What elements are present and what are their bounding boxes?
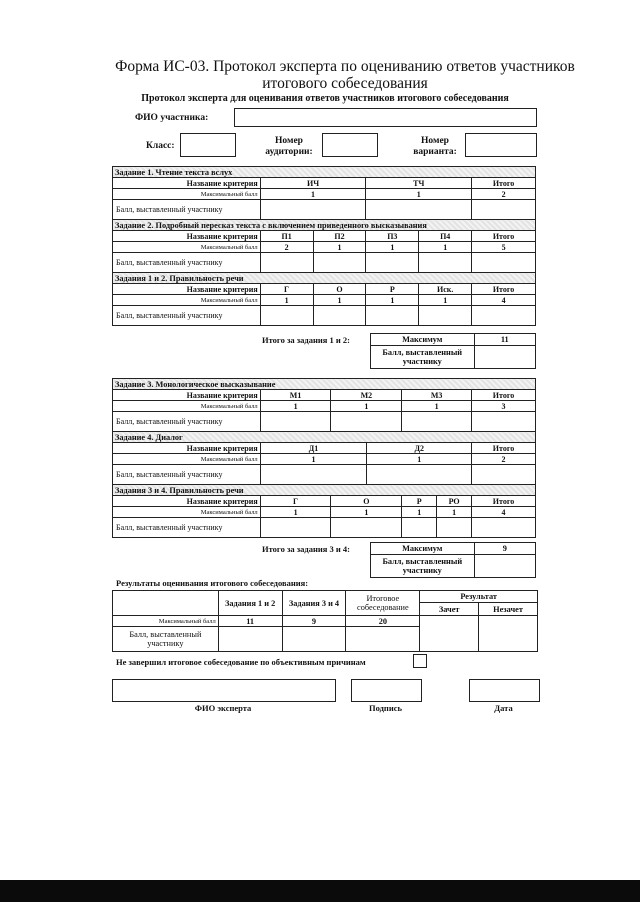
maximum-value: 9 — [474, 543, 535, 555]
ball-label: Балл, выставленный участнику — [113, 465, 261, 485]
score-cell[interactable] — [402, 518, 437, 538]
date-caption: Дата — [494, 703, 513, 713]
variant-input[interactable] — [465, 133, 537, 157]
crit-total: Итого — [472, 443, 536, 454]
score-cell[interactable] — [260, 518, 331, 538]
crit-o: О — [331, 496, 402, 507]
crit-m1: М1 — [260, 390, 331, 401]
crit-total: Итого — [472, 496, 536, 507]
crit-o: О — [313, 284, 366, 295]
incomplete-label: Не завершил итоговое собеседование по объективным причинам — [116, 657, 366, 667]
pass-cell[interactable] — [420, 616, 479, 652]
total-ball-label: Балл, выставленный участнику — [371, 346, 475, 369]
crit-g: Г — [260, 496, 331, 507]
class-label: Класс: — [146, 141, 175, 151]
fio-label: ФИО участника: — [135, 113, 209, 123]
score-cell[interactable] — [472, 465, 536, 485]
max-value: 1 — [437, 507, 472, 518]
crit-total: Итого — [472, 231, 536, 242]
ball-label: Балл, выставленный участнику — [113, 412, 261, 432]
score-t12[interactable] — [218, 627, 282, 652]
total-12-table — [370, 333, 536, 369]
criteria-label: Название критерия — [113, 496, 261, 507]
score-cell[interactable] — [313, 253, 366, 273]
crit-g: Г — [260, 284, 313, 295]
crit-m3: М3 — [402, 390, 472, 401]
crit-r: Р — [366, 284, 419, 295]
fail-cell[interactable] — [479, 616, 538, 652]
max-value: 1 — [331, 401, 402, 412]
task4-header: Задание 4. Диалог — [113, 432, 536, 443]
max-value: 2 — [472, 189, 536, 200]
results-header: Результаты оценивания итогового собеседования: — [116, 578, 309, 588]
score-t34[interactable] — [282, 627, 346, 652]
task3-header: Задание 3. Монологическое высказывание — [113, 379, 536, 390]
crit-p1: П1 — [260, 231, 313, 242]
score-cell[interactable] — [419, 306, 472, 326]
crit-m2: М2 — [331, 390, 402, 401]
results-table — [112, 590, 538, 652]
max-value: 1 — [260, 507, 331, 518]
score-cell[interactable] — [472, 306, 536, 326]
score-cell[interactable] — [437, 518, 472, 538]
max-t12: 11 — [218, 616, 282, 627]
criteria-label: Название критерия — [113, 390, 261, 401]
max-value: 1 — [260, 454, 367, 465]
score-cell[interactable] — [366, 200, 472, 220]
fio-input[interactable] — [234, 108, 537, 127]
col-t34: Задания 3 и 4 — [282, 591, 346, 616]
results-corner — [113, 591, 219, 616]
crit-r: Р — [402, 496, 437, 507]
col-t12: Задания 1 и 2 — [218, 591, 282, 616]
room-input[interactable] — [322, 133, 378, 157]
score-cell[interactable] — [260, 412, 331, 432]
expert-caption: ФИО эксперта — [194, 703, 252, 713]
max-value: 1 — [366, 242, 419, 253]
max-value: 4 — [472, 507, 536, 518]
task12-header: Задания 1 и 2. Правильность речи — [113, 273, 536, 284]
form-title: Форма ИС-03. Протокол эксперта по оцениванию ответов участников итогового собеседования — [115, 58, 575, 92]
crit-tch: ТЧ — [366, 178, 472, 189]
signature-input[interactable] — [351, 679, 422, 702]
score-cell[interactable] — [260, 306, 313, 326]
incomplete-checkbox[interactable] — [413, 654, 427, 668]
crit-p3: П3 — [366, 231, 419, 242]
crit-isk: Иск. — [419, 284, 472, 295]
score-cell[interactable] — [331, 518, 402, 538]
max-value: 4 — [472, 295, 536, 306]
crit-d1: Д1 — [260, 443, 367, 454]
scan-edge-bar — [0, 880, 640, 902]
max-value: 1 — [367, 454, 472, 465]
max-value: 2 — [260, 242, 313, 253]
score-cell[interactable] — [313, 306, 366, 326]
max-value: 1 — [313, 295, 366, 306]
max-value: 1 — [366, 295, 419, 306]
criteria-label: Название критерия — [113, 178, 261, 189]
total-34-table — [370, 542, 536, 578]
score-total[interactable] — [346, 627, 420, 652]
tasks-3-4-table — [112, 378, 536, 538]
task34-header: Задания 3 и 4. Правильность речи — [113, 485, 536, 496]
max-value: 1 — [260, 189, 366, 200]
variant-label: Номер варианта: — [413, 136, 457, 157]
maximum-label: Максимум — [371, 334, 475, 346]
max-label: Максимальный балл — [113, 189, 261, 200]
col-fail: Незачет — [479, 603, 538, 616]
expert-name-input[interactable] — [112, 679, 336, 702]
criteria-label: Название критерия — [113, 284, 261, 295]
score-cell[interactable] — [366, 306, 419, 326]
max-value: 1 — [402, 401, 472, 412]
score-cell[interactable] — [260, 253, 313, 273]
col-pass: Зачет — [420, 603, 479, 616]
max-value: 5 — [472, 242, 536, 253]
crit-total: Итого — [472, 178, 536, 189]
col-total: Итоговое собеседование — [346, 591, 420, 616]
score-cell[interactable] — [419, 253, 472, 273]
room-label: Номер аудитории: — [265, 136, 313, 157]
max-value: 1 — [260, 295, 313, 306]
total-34-label: Итого за задания 3 и 4: — [262, 544, 350, 554]
total-34-score[interactable] — [474, 555, 535, 578]
total-12-score[interactable] — [474, 346, 535, 369]
maximum-value: 11 — [474, 334, 535, 346]
score-cell[interactable] — [367, 465, 472, 485]
score-cell[interactable] — [402, 412, 472, 432]
score-cell[interactable] — [472, 200, 536, 220]
crit-d2: Д2 — [367, 443, 472, 454]
ball-label: Балл, выставленный участнику — [113, 518, 261, 538]
class-input[interactable] — [180, 133, 236, 157]
date-input[interactable] — [469, 679, 540, 702]
max-label: Максимальный балл — [113, 295, 261, 306]
max-value: 1 — [366, 189, 472, 200]
max-total: 20 — [346, 616, 420, 627]
score-cell[interactable] — [472, 253, 536, 273]
max-label: Максимальный балл — [113, 401, 261, 412]
criteria-label: Название критерия — [113, 443, 261, 454]
max-label: Максимальный балл — [113, 507, 261, 518]
crit-p2: П2 — [313, 231, 366, 242]
max-value: 3 — [472, 401, 536, 412]
total-12-label: Итого за задания 1 и 2: — [262, 335, 350, 345]
row-max-label: Максимальный балл — [113, 616, 219, 627]
max-value: 1 — [419, 242, 472, 253]
score-cell[interactable] — [260, 200, 366, 220]
maximum-label: Максимум — [371, 543, 475, 555]
score-cell[interactable] — [260, 465, 367, 485]
crit-total: Итого — [472, 284, 536, 295]
max-value: 1 — [313, 242, 366, 253]
max-value: 1 — [419, 295, 472, 306]
crit-ro: РО — [437, 496, 472, 507]
signature-caption: Подпись — [369, 703, 402, 713]
max-label: Максимальный балл — [113, 242, 261, 253]
form-subtitle: Протокол эксперта для оценивания ответов участников итогового собеседования — [141, 93, 509, 104]
task2-header: Задание 2. Подробный пересказ текста с включением приведенного высказывания — [113, 220, 536, 231]
ball-label: Балл, выставленный участнику — [113, 306, 261, 326]
max-value: 1 — [402, 507, 437, 518]
ball-label: Балл, выставленный участнику — [113, 253, 261, 273]
max-value: 2 — [472, 454, 536, 465]
max-value: 1 — [331, 507, 402, 518]
crit-ich: ИЧ — [260, 178, 366, 189]
ball-label: Балл, выставленный участнику — [113, 200, 261, 220]
crit-total: Итого — [472, 390, 536, 401]
score-cell[interactable] — [472, 518, 536, 538]
score-cell[interactable] — [366, 253, 419, 273]
max-value: 1 — [260, 401, 331, 412]
total-ball-label: Балл, выставленный участнику — [371, 555, 475, 578]
score-cell[interactable] — [472, 412, 536, 432]
tasks-1-2-table — [112, 166, 536, 326]
task1-header: Задание 1. Чтение текста вслух — [113, 167, 536, 178]
row-ball-label: Балл, выставленный участнику — [113, 627, 219, 652]
max-t34: 9 — [282, 616, 346, 627]
col-result: Результат — [420, 591, 538, 603]
score-cell[interactable] — [331, 412, 402, 432]
crit-p4: П4 — [419, 231, 472, 242]
max-label: Максимальный балл — [113, 454, 261, 465]
criteria-label: Название критерия — [113, 231, 261, 242]
